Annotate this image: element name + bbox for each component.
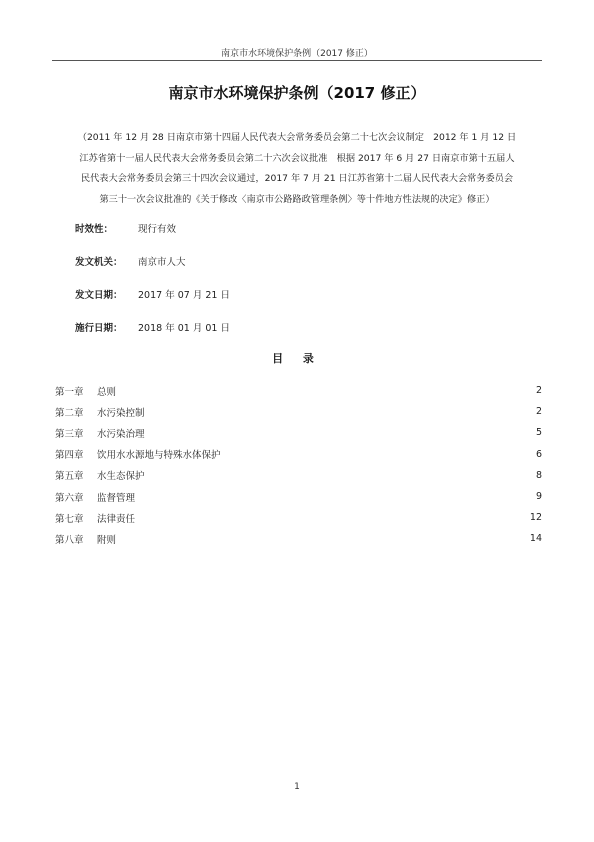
meta-label: 施行日期： xyxy=(75,323,123,334)
toc-item[interactable] xyxy=(55,380,542,401)
toc-chapter: 第四章 xyxy=(55,450,84,462)
toc-page-number: 14 xyxy=(529,533,542,545)
toc-chapter-name: 法律责任 xyxy=(97,513,136,525)
preamble-line: 民代表大会常务委员会第三十四次会议通过，2017 年 7 月 21 日江苏省第十二届人民代表大会常务委员会 xyxy=(80,173,514,184)
toc-item[interactable] xyxy=(55,507,542,528)
toc-chapter: 第八章 xyxy=(55,534,84,546)
toc-item[interactable] xyxy=(55,401,542,422)
toc-page-number: 12 xyxy=(529,512,542,524)
toc-chapter: 第三章 xyxy=(55,428,84,440)
toc-page-number: 2 xyxy=(535,406,542,418)
preamble-line: 江苏省第十一届人民代表大会常务委员会第二十六次会议批准 根据 2017 年 6 月 27 日南京市第十五届人 xyxy=(79,152,515,164)
page-number: 1 xyxy=(294,782,300,792)
toc-chapter-name: 饮用水水源地与特殊水体保护 xyxy=(97,450,221,462)
preamble-line: 第三十一次会议批准的《关于修改〈南京市公路路政管理条例〉等十件地方性法规的决定》修正） xyxy=(99,193,495,205)
meta-value: 现行有效 xyxy=(138,224,177,235)
toc-chapter: 第五章 xyxy=(55,471,84,483)
meta-label: 发文机关： xyxy=(75,257,123,268)
toc-page-number: 8 xyxy=(535,469,542,481)
toc-chapter-name: 水生态保护 xyxy=(97,471,145,483)
meta-row-validity xyxy=(75,221,230,254)
table-of-contents xyxy=(55,380,542,550)
meta-value: 2018 年 01 月 01 日 xyxy=(138,323,230,334)
meta-row-issuer xyxy=(75,254,230,287)
toc-chapter-name: 水污染控制 xyxy=(97,407,145,419)
toc-chapter: 第一章 xyxy=(55,386,84,398)
toc-chapter: 第七章 xyxy=(55,513,84,525)
toc-chapter: 第六章 xyxy=(55,492,84,504)
meta-row-effective-date xyxy=(75,320,230,353)
toc-item[interactable] xyxy=(55,528,542,549)
toc-page-number: 6 xyxy=(535,448,542,460)
toc-chapter-name: 总则 xyxy=(97,386,117,398)
preamble xyxy=(52,128,542,210)
meta-label: 时效性： xyxy=(75,224,114,235)
meta-value: 南京市人大 xyxy=(138,257,186,268)
toc-item[interactable] xyxy=(55,486,542,507)
preamble-line: （2011 年 12 月 28 日南京市第十四届人民代表大会常务委员会第二十七次会议制定 2012 年 1 月 12 日 xyxy=(77,132,517,143)
toc-chapter-name: 附则 xyxy=(97,534,117,546)
meta-value: 2017 年 07 月 21 日 xyxy=(138,290,230,301)
toc-page-number: 5 xyxy=(535,427,542,439)
toc-item[interactable] xyxy=(55,422,542,443)
toc-chapter: 第二章 xyxy=(55,407,84,419)
toc-page-number: 9 xyxy=(535,491,542,503)
running-header: 南京市水环境保护条例（2017 修正） xyxy=(221,49,373,59)
toc-item[interactable] xyxy=(55,444,542,465)
toc-page-number: 2 xyxy=(535,385,542,397)
toc-title: 目 录 xyxy=(272,352,322,365)
header-divider xyxy=(52,60,542,61)
document-metadata xyxy=(75,221,230,353)
meta-row-issue-date xyxy=(75,287,230,320)
meta-label: 发文日期： xyxy=(75,290,123,301)
toc-chapter-name: 监督管理 xyxy=(97,492,136,504)
page-title: 南京市水环境保护条例（2017 修正） xyxy=(168,84,426,102)
toc-chapter-name: 水污染治理 xyxy=(97,428,145,440)
toc-item[interactable] xyxy=(55,465,542,486)
